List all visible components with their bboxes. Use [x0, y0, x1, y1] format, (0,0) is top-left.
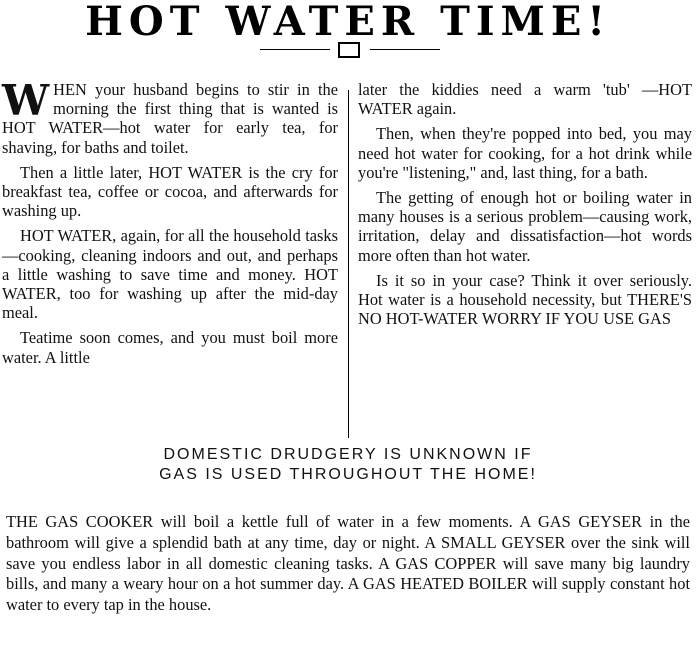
banner [0, 445, 696, 485]
left-paragraph-2: Then a little later, HOT WATER is the cry for breakfast tea, coffee or cocoa, and afterwards for washing up. [2, 162, 338, 221]
ornament-rule-left [260, 49, 330, 50]
drop-cap: W [2, 76, 50, 125]
left-paragraph-1: WHEN your husband begins to stir in the morning the first thing that is wanted is HOT WATER—hot water for early tea, for shaving, for baths and toilet. [2, 76, 338, 157]
right-paragraph-3: The getting of enough hot or boiling water in many houses is a serious problem—causing work, irritation, delay and dissatisfaction—hot words more often than hot water. [358, 188, 692, 265]
right-paragraph-4: Is it so in your case? Think it over seriously. Hot water is a household necessity, but THERE'S NO HOT-WATER WORRY IF YOU USE GAS [358, 270, 692, 329]
banner-line-2: GAS IS USED THROUGHOUT THE HOME! [159, 466, 537, 483]
ornament-rule-right [370, 49, 440, 50]
banner-line-1: DOMESTIC DRUDGERY IS UNKNOWN IF [163, 446, 533, 463]
left-paragraph-4: Teatime soon comes, and you must boil more water. A little [2, 328, 338, 367]
left-column [2, 76, 338, 373]
right-paragraph-1: later the kiddies need a warm 'tub' —HOT WATER again. [358, 80, 692, 119]
left-paragraph-3: HOT WATER, again, for all the household tasks—cooking, cleaning indoors and out, and perhaps a little washing to save time and money. HOT WATER, too for washing up after the mid-day meal. [2, 226, 338, 323]
closing-paragraph: THE GAS COOKER will boil a kettle full of water in a few moments. A GAS GEYSER in the bathroom will give a splendid bath at any time, day or night. A SMALL GEYSER over the sink will save you endless labor in all domestic cleaning tasks. A GAS COPPER will save many big laundry bills, and many a weary hour on a hot summer day. A GAS HEATED BOILER will supply constant hot water to every tap in the house. [6, 512, 690, 615]
right-paragraph-2: Then, when they're popped into bed, you may need hot water for cooking, for a hot drink while you're "listening," and, last thing, for a bath. [358, 124, 692, 182]
headline-ornament [260, 42, 440, 56]
closing-section [6, 512, 690, 616]
headline: HOT WATER TIME! [85, 0, 611, 45]
right-column [358, 80, 692, 334]
column-divider [348, 90, 349, 438]
ornament-box [338, 42, 360, 58]
